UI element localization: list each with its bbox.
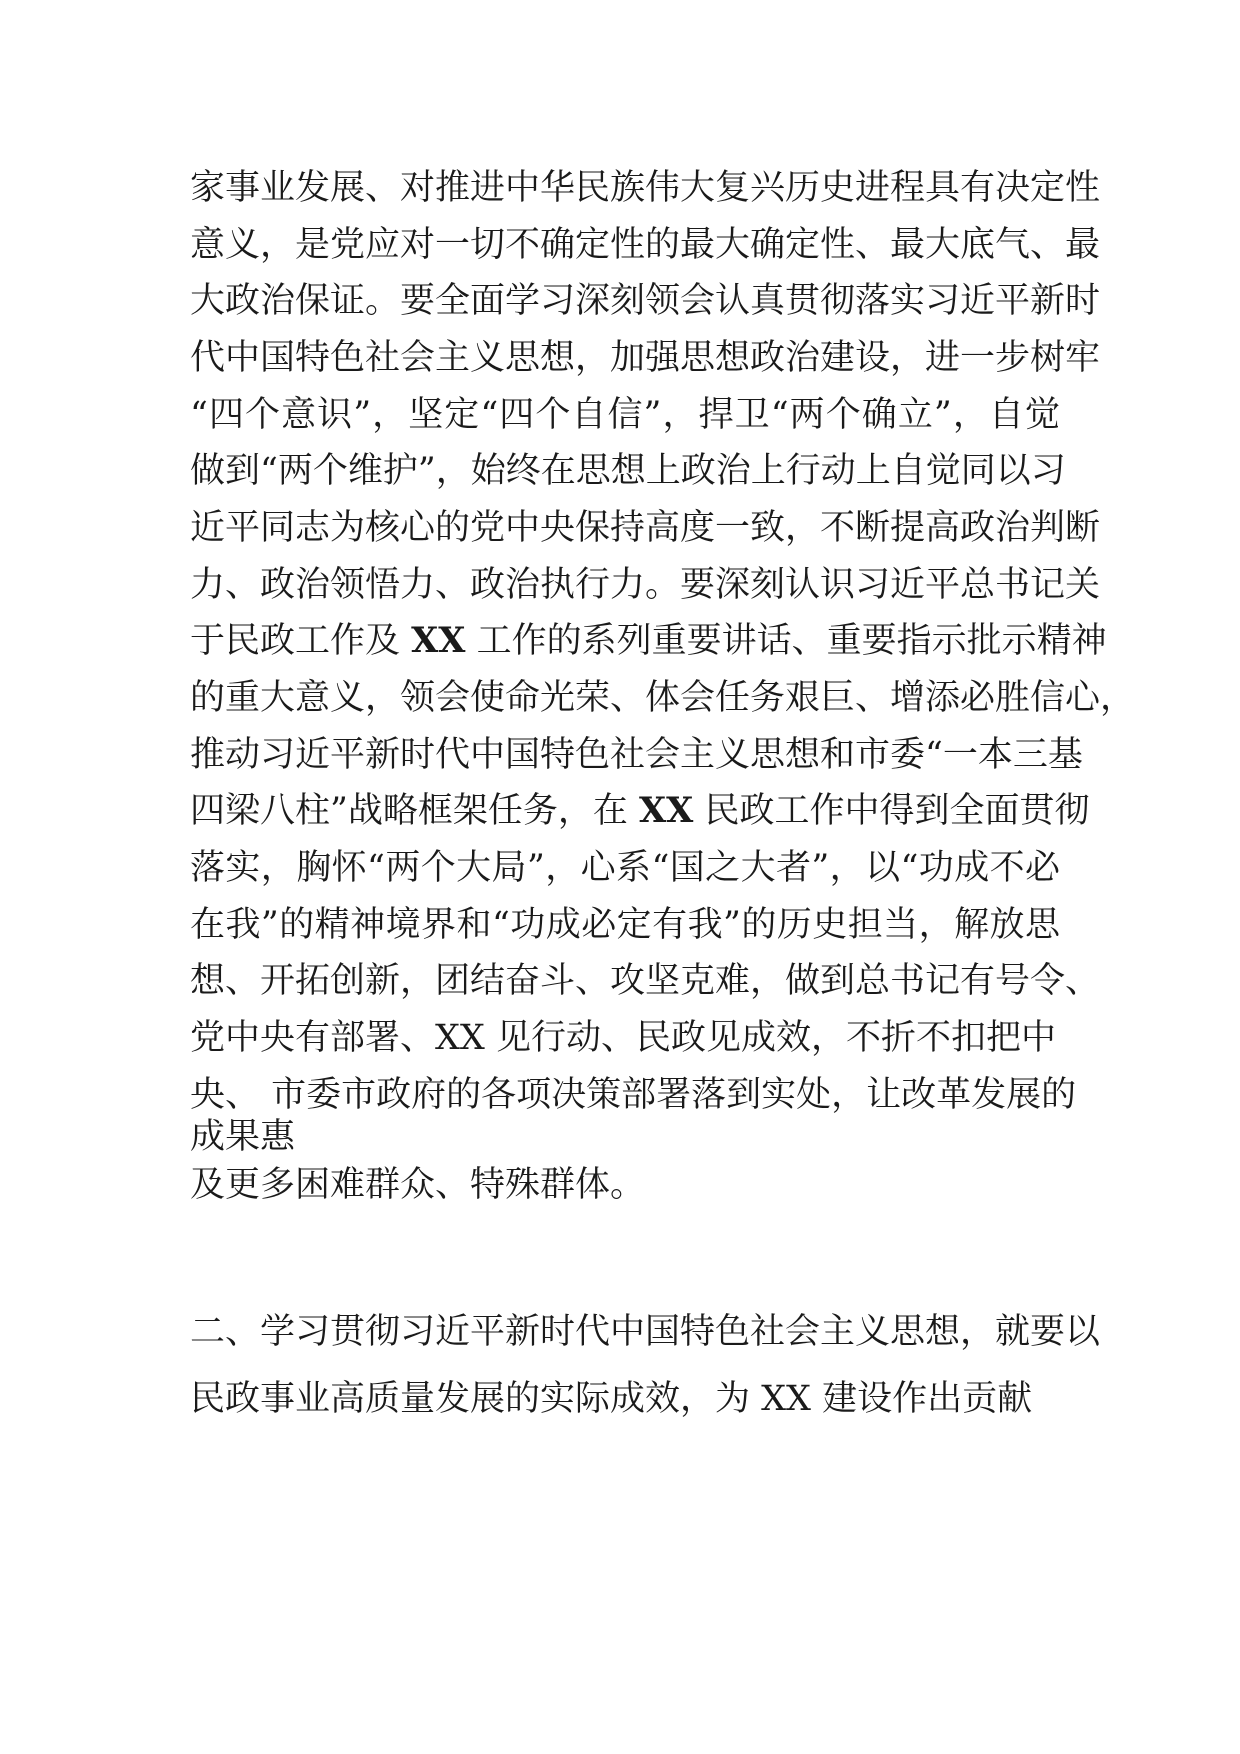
paragraph-line: 大政治保证。要全面学习深刻领会认真贯彻落实习近平新时 (190, 281, 1101, 321)
paragraph-line: 代中国特色社会主义思想，加强思想政治建设，进一步树牢 (190, 338, 1101, 378)
placeholder-xx: XX (639, 790, 694, 831)
paragraph-line: 及更多困难群众、特殊群体。 (190, 1165, 646, 1205)
paragraph-line: 党中央有部署、XX 见行动、民政见成效，不折不扣把中 (190, 1018, 1056, 1058)
paragraph-line: 央、 市委市政府的各项决策部署落到实处，让改革发展的 (190, 1075, 1077, 1115)
paragraph-line: 在我”的精神境界和“功成必定有我”的历史担当，解放思 (190, 905, 1060, 945)
section-heading-line: 二、学习贯彻习近平新时代中国特色社会主义思想，就要以 (190, 1312, 1101, 1352)
paragraph-line: “四个意识”，坚定“四个自信”，捍卫“两个确立”，自觉 (190, 395, 1060, 435)
paragraph-line: 近平同志为核心的党中央保持高度一致，不断提高政治判断 (190, 508, 1101, 548)
paragraph-line: 家事业发展、对推进中华民族伟大复兴历史进程具有决定性 (190, 168, 1101, 208)
paragraph-line: 力、政治领悟力、政治执行力。要深刻认识习近平总书记关 (190, 565, 1101, 605)
paragraph-line: 推动习近平新时代中国特色社会主义思想和市委“一本三基 (190, 735, 1083, 775)
text-segment: 四梁八柱”战略框架任务，在 (190, 791, 640, 831)
paragraph-line: 想、开拓创新，团结奋斗、攻坚克难，做到总书记有号令、 (190, 961, 1101, 1001)
paragraph-line: 落实，胸怀“两个大局”，心系“国之大者”，以“功成不必 (190, 848, 1060, 888)
section-heading-line: 民政事业高质量发展的实际成效，为 XX 建设作出贡献 (190, 1379, 1033, 1419)
paragraph-line: 做到“两个维护”，始终在思想上政治上行动上自觉同以习 (190, 451, 1066, 491)
text-segment: 于民政工作及 (190, 621, 412, 661)
paragraph-line (190, 790, 1090, 831)
paragraph-line: 的重大意义，领会使命光荣、体会任务艰巨、增添必胜信心， (190, 678, 1136, 718)
paragraph-line: 意义，是党应对一切不确定性的最大确定性、最大底气、最 (190, 225, 1101, 265)
paragraph-line: 成果惠 (190, 1117, 296, 1157)
placeholder-xx: XX (411, 620, 466, 661)
paragraph-line (190, 620, 1107, 661)
text-segment: 工作的系列重要讲话、重要指示批示精神 (465, 621, 1107, 661)
text-segment: 民政工作中得到全面贯彻 (693, 791, 1090, 831)
